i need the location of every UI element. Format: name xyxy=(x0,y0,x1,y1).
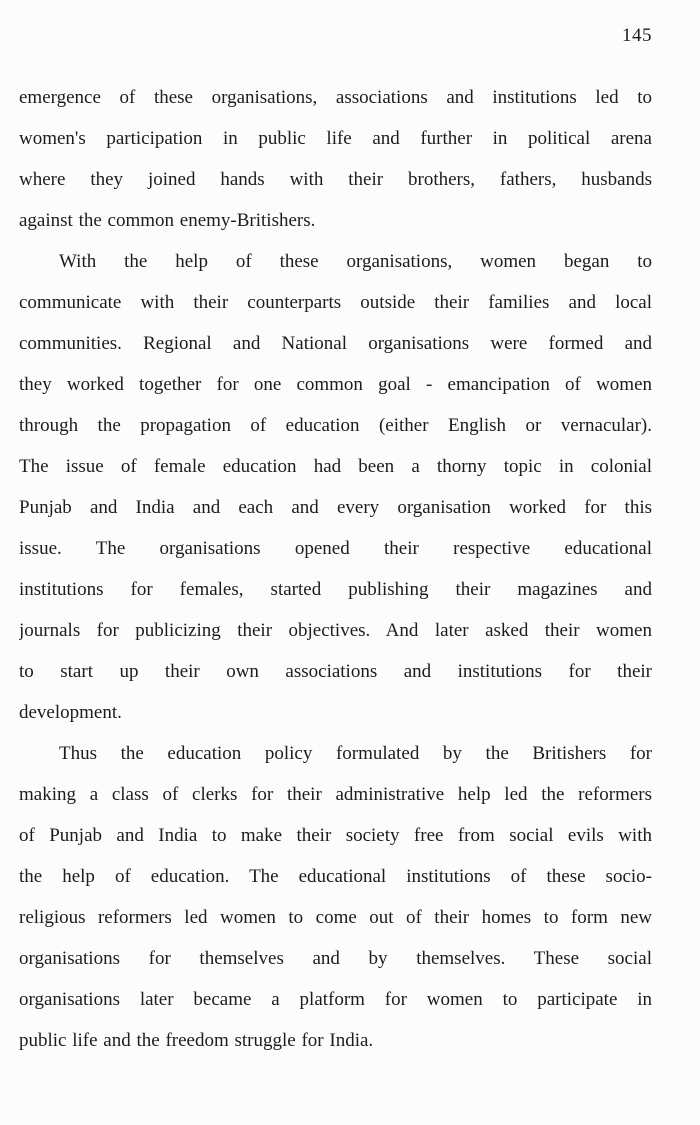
text-line: the help of education. The educational institutions of these socio- xyxy=(19,866,652,887)
paragraph xyxy=(19,241,652,733)
text-line: to start up their own associations and institutions for their xyxy=(19,661,652,682)
paragraph xyxy=(19,77,652,241)
text-line: The issue of female education had been a thorny topic in colonial xyxy=(19,456,652,477)
text-line: of Punjab and India to make their society free from social evils with xyxy=(19,825,652,846)
text-line: religious reformers led women to come out of their homes to form new xyxy=(19,907,652,928)
text-line: they worked together for one common goal - emancipation of women xyxy=(19,374,652,395)
text-line: journals for publicizing their objectives. And later asked their women xyxy=(19,620,652,641)
text-line: public life and the freedom struggle for India. xyxy=(19,1030,374,1051)
text-line: issue. The organisations opened their respective educational xyxy=(19,538,652,559)
text-line: organisations later became a platform for women to participate in xyxy=(19,989,652,1010)
text-line: institutions for females, started publishing their magazines and xyxy=(19,579,652,600)
text-line: making a class of clerks for their administrative help led the reformers xyxy=(19,784,652,805)
page-number: 145 xyxy=(622,25,652,46)
text-line: women's participation in public life and further in political arena xyxy=(19,128,652,149)
text-line: communicate with their counterparts outside their families and local xyxy=(19,292,652,313)
text-line: Thus the education policy formulated by the Britishers for xyxy=(59,743,652,764)
text-line: Punjab and India and each and every organisation worked for this xyxy=(19,497,652,518)
text-line: development. xyxy=(19,702,122,723)
text-line: communities. Regional and National organisations were formed and xyxy=(19,333,652,354)
text-line: through the propagation of education (either English or vernacular). xyxy=(19,415,652,436)
page-body xyxy=(19,77,652,1061)
text-line: where they joined hands with their brothers, fathers, husbands xyxy=(19,169,652,190)
text-line: organisations for themselves and by themselves. These social xyxy=(19,948,652,969)
text-line: against the common enemy-Britishers. xyxy=(19,210,316,231)
text-line: With the help of these organisations, women began to xyxy=(59,251,652,272)
paragraph xyxy=(19,733,652,1061)
text-line: emergence of these organisations, associations and institutions led to xyxy=(19,87,652,108)
